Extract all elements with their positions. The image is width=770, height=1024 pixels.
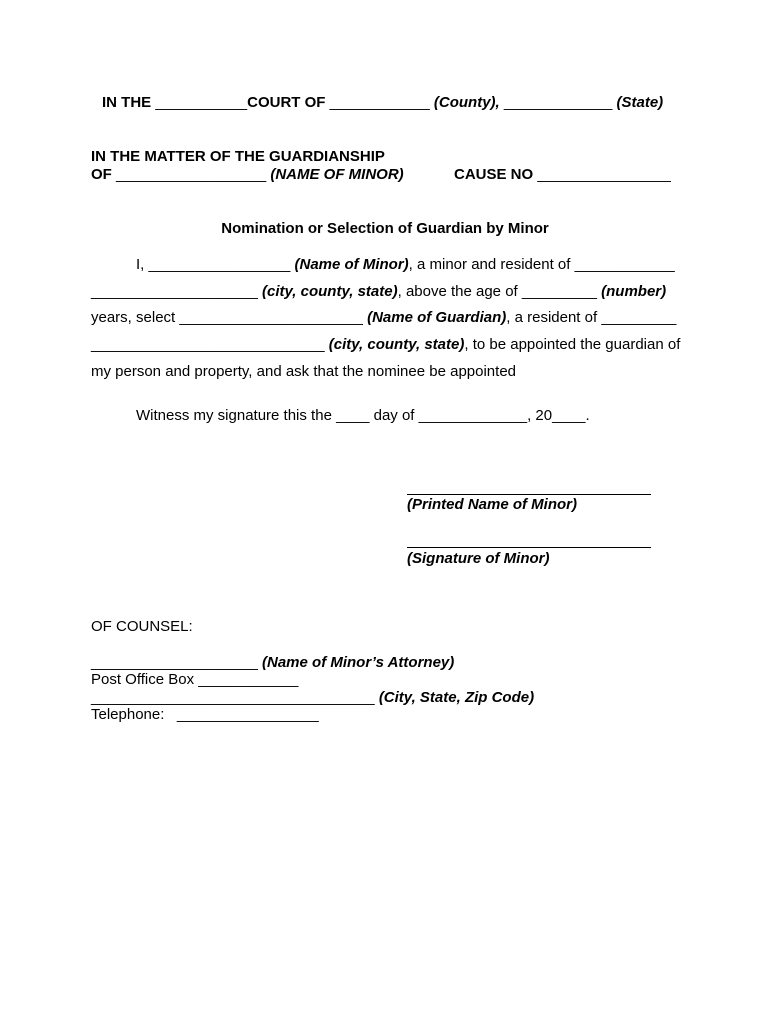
printed-name-line [407,494,651,495]
in-the-label: IN THE [102,94,156,111]
telephone-line: Telephone: _________________ [91,706,319,723]
guardian-city-county-state-field: (city, county, state) [328,336,465,353]
body-text: ____________________ [91,283,263,300]
attorney-label: (Name of Minor’s Attorney) [262,654,455,671]
signature-label: (Signature of Minor) [407,550,550,567]
attorney-blank: ____________________ [91,654,263,671]
name-of-guardian-field: (Name of Guardian) [367,309,507,326]
body-line-3 [91,309,676,327]
name-of-minor-label: (NAME OF MINOR) [266,166,404,183]
body-line-2 [91,283,666,301]
body-text: years, select ______________________ [91,309,368,326]
body-text: I, _________________ [136,256,295,273]
city-blank: __________________________________ [91,689,379,706]
body-text: , a minor and resident of ____________ [408,256,675,273]
state-blank: _____________ [499,94,613,111]
body-line-5: my person and property, and ask that the nominee be appointed [91,363,517,380]
city-state-zip-label: (City, State, Zip Code) [378,689,535,706]
matter-line-1: IN THE MATTER OF THE GUARDIANSHIP [91,148,385,165]
court-blank: ___________ [155,94,248,111]
county-blank: ____________ [329,94,430,111]
city-state-zip-line [91,689,534,707]
signature-line [407,547,651,548]
minor-name-blank: __________________ [116,166,267,183]
po-box-line: Post Office Box ____________ [91,671,299,688]
of-label: OF [91,166,116,183]
printed-name-label: (Printed Name of Minor) [407,496,578,513]
court-header [102,94,663,112]
body-text: , to be appointed the guardian of [464,336,681,353]
body-line-4 [91,336,680,354]
cause-no-blank: ________________ [537,166,671,183]
cause-no-label: CAUSE NO [454,166,538,183]
attorney-line [91,654,454,672]
court-of-label: COURT OF [247,94,330,111]
body-text: , a resident of _________ [506,309,677,326]
document-title: Nomination or Selection of Guardian by Minor [221,220,549,237]
state-label: (State) [612,94,664,111]
cause-number [454,166,671,184]
body-line-1 [136,256,675,274]
witness-line: Witness my signature this the ____ day of _____________, 20____. [136,407,590,424]
matter-line-2 [91,166,404,184]
city-county-state-field: (city, county, state) [262,283,398,300]
body-text: ____________________________ [91,336,329,353]
body-text: , above the age of _________ [397,283,602,300]
name-of-minor-field: (Name of Minor) [294,256,409,273]
number-field: (number) [601,283,667,300]
of-counsel-heading: OF COUNSEL: [91,618,193,635]
county-label: (County), [429,94,500,111]
